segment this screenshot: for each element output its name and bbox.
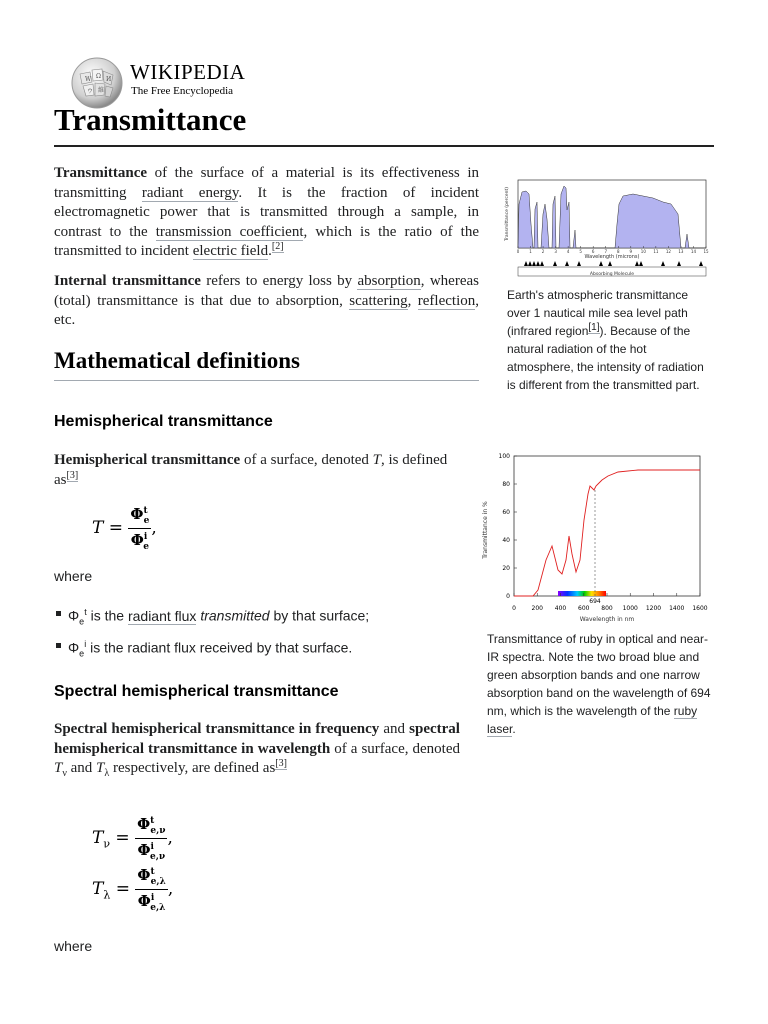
tick-label: 0	[506, 593, 510, 600]
hemispherical-definitions-list	[54, 601, 474, 666]
hemispherical-paragraph	[54, 451, 474, 490]
tick-label: 6	[591, 249, 595, 254]
reference-link[interactable]: [3]	[66, 469, 79, 481]
link-electric-field[interactable]: electric field	[192, 243, 269, 259]
text: , whereas (total) transmittance is that due to absorption,	[54, 273, 479, 309]
reference-link[interactable]: [3]	[275, 758, 287, 769]
link-transmission-coefficient[interactable]: transmission coefficient	[155, 223, 304, 240]
equation-hemispherical: T = $\frac{\Phi^t_e}{\Phi^i_e}$ ,	[92, 505, 157, 552]
phi: Φ	[130, 531, 144, 549]
text: ). Because of the natural radiation of the hot atmosphere, the intensity of radiation is different from the transmitted part.	[507, 324, 704, 392]
ruby-transmittance-figure[interactable]	[478, 450, 714, 626]
fraction	[135, 866, 167, 913]
phi: Φ	[68, 640, 80, 657]
tick-label: 0	[516, 249, 520, 254]
term-spectral-frequency: Spectral hemispherical transmittance in frequency	[54, 721, 380, 737]
svg-text:И: И	[106, 76, 112, 83]
symbol-T: T	[96, 760, 105, 776]
term-spectral-wavelength: spectral hemispherical transmittance in wavelength	[54, 721, 460, 757]
eq-lhs: T	[92, 879, 104, 899]
sub: e	[79, 648, 85, 659]
svg-text:ウ: ウ	[87, 88, 94, 95]
text: and	[66, 760, 97, 776]
tick-label: 100	[498, 453, 510, 460]
spectral-paragraph	[54, 720, 460, 784]
sup: i	[143, 532, 148, 542]
internal-transmittance-paragraph	[54, 272, 479, 331]
tick-label: 3	[554, 249, 557, 254]
section-divider	[54, 380, 479, 381]
sub: λ	[104, 768, 110, 779]
figure1-xlabel: Wavelength (microns)	[584, 254, 640, 260]
phi: Φ	[137, 892, 151, 910]
tick-label: 1000	[622, 605, 638, 612]
phi: Φ	[130, 505, 144, 523]
tick-label: 9	[629, 249, 633, 254]
sub: e,ν	[149, 852, 166, 862]
eq-comma: ,	[151, 518, 157, 538]
intro-paragraph	[54, 164, 479, 262]
phi: Φ	[137, 815, 151, 833]
title-divider	[54, 145, 714, 147]
text: refers to energy loss by	[200, 273, 358, 289]
tick-label: 60	[502, 509, 510, 516]
figure1-molecule-label: Absorbing Molecule	[589, 272, 635, 277]
list-item	[54, 633, 474, 665]
tick-label: 10	[640, 249, 646, 254]
link-radiant-energy[interactable]: radiant energy	[141, 184, 239, 201]
tick-label: 1200	[645, 605, 662, 612]
text: Earth's atmospheric transmittance over 1 nautical mile sea level path (infrared region	[507, 288, 689, 338]
tick-label: 8	[616, 249, 620, 254]
svg-text:維: 維	[98, 87, 105, 94]
link-radiant-flux[interactable]: radiant flux	[127, 607, 197, 624]
link-reflection[interactable]: reflection	[417, 292, 476, 309]
eq-comma: ,	[167, 879, 174, 899]
section-heading-mathematical-definitions: Mathematical definitions	[54, 348, 300, 373]
sup: i	[84, 639, 87, 650]
text: respectively, are defined as	[109, 760, 276, 776]
text: of the surface of a material is its effectiveness in transmitting	[54, 165, 479, 201]
sup: t	[150, 816, 155, 826]
figure1-ylabel: Transmittance (percent)	[505, 186, 510, 242]
text: , which is the ratio of the transmitted to incident	[54, 223, 479, 259]
tick-label: 5	[579, 249, 582, 254]
sub: λ	[103, 888, 111, 902]
term-hemispherical-transmittance: Hemispherical transmittance	[54, 452, 241, 468]
sup: t	[84, 607, 87, 617]
tick-label: 13	[678, 249, 684, 254]
wikipedia-wordmark[interactable]: WIKIPEDIA	[130, 60, 246, 84]
sub: e	[79, 616, 85, 627]
symbol-T: T	[54, 760, 63, 776]
tick-label: 1	[529, 249, 532, 254]
phi: Φ	[137, 866, 151, 884]
text: is the	[86, 607, 128, 624]
text: , etc.	[54, 292, 479, 328]
tick-label: 20	[502, 565, 510, 572]
phi: Φ	[68, 607, 80, 624]
sup: t	[143, 506, 148, 516]
text: .	[268, 243, 272, 259]
svg-text:Ω: Ω	[96, 73, 101, 80]
sup: t	[150, 867, 155, 877]
figure2-xlabel: Wavelength in nm	[579, 616, 635, 623]
where-label: where	[54, 568, 93, 584]
figure2-ylabel: Transmittance in %	[482, 501, 489, 559]
text: of a surface, denoted	[330, 740, 461, 757]
visible-spectrum-bar	[558, 591, 606, 596]
tick-label: 7	[604, 249, 608, 254]
sub: e	[143, 542, 150, 552]
fraction	[128, 505, 151, 552]
tick-label: 1400	[669, 605, 685, 612]
sub: ν	[103, 837, 111, 851]
sub: e,ν	[150, 826, 166, 836]
tick-label: 4	[566, 249, 570, 254]
equation-spectral-wavelength: $T_\lambda$ = $\frac{\Phi^t_{e,\lambda}}{\Phi^i_{e,\lambda}}$ ,	[92, 866, 174, 913]
text: , is defined as	[54, 452, 448, 488]
marker-label-694: 694	[589, 598, 601, 605]
sup: i	[150, 842, 154, 852]
term-transmittance: Transmittance	[54, 165, 148, 181]
figure2-caption	[487, 630, 712, 738]
text: by that surface;	[269, 607, 370, 624]
sub: e,λ	[150, 903, 166, 913]
subsection-heading-hemispherical: Hemispherical transmittance	[54, 413, 273, 430]
link-scattering[interactable]: scattering	[349, 292, 408, 309]
term-internal-transmittance: Internal transmittance	[54, 273, 201, 289]
list-item	[54, 601, 474, 633]
tick-label: 80	[502, 481, 510, 488]
wikipedia-tagline: The Free Encyclopedia	[131, 85, 234, 97]
text-emphasis: transmitted	[200, 607, 270, 624]
tick-label: 15	[703, 249, 709, 254]
tick-label: 800	[601, 605, 613, 612]
text: ,	[407, 292, 418, 309]
text: is the radiant flux received by that surface.	[86, 640, 353, 657]
sub: e,λ	[150, 877, 166, 887]
eq-lhs: T	[92, 518, 104, 538]
tick-label: 40	[502, 537, 510, 544]
sub: ν	[62, 768, 67, 779]
link-ruby-laser[interactable]: ruby laser	[487, 704, 698, 736]
sup: i	[150, 893, 155, 903]
subsection-heading-spectral: Spectral hemispherical transmittance	[54, 683, 339, 700]
text: . It is the fraction of incident electromagnetic power that is transmitted through a sample, in contrast to the	[54, 184, 480, 240]
tick-label: 2	[541, 249, 545, 254]
link-absorption[interactable]: absorption	[357, 273, 421, 289]
text: Transmittance of ruby in optical and near-IR spectra. Note the two broad blue and green absorption bands and one narrow absorption band on the wavelength of 694 nm, which is the wavelength of the	[487, 632, 711, 718]
phi: Φ	[137, 841, 151, 859]
tick-label: 200	[531, 605, 543, 612]
sub: e	[143, 516, 150, 526]
page-title: Transmittance	[54, 102, 247, 137]
atmospheric-transmittance-figure[interactable]	[503, 174, 713, 280]
tick-label: 1600	[692, 605, 708, 612]
text: of a surface, denoted	[240, 452, 373, 468]
tick-label: 400	[554, 605, 567, 612]
reference-link[interactable]: [2]	[271, 241, 284, 252]
tick-label: 12	[665, 249, 671, 254]
eq-lhs: T	[92, 828, 104, 848]
tick-label: 0	[512, 605, 516, 612]
fraction	[135, 815, 167, 862]
eq-comma: ,	[167, 828, 173, 848]
tick-label: 14	[690, 249, 697, 254]
equation-spectral-frequency: $T_\nu$ = $\frac{\Phi^t_{e,\nu}}{\Phi^i_{e,\nu}}$ ,	[92, 815, 173, 862]
symbol-T: T	[372, 452, 381, 468]
figure1-caption	[507, 286, 712, 394]
svg-text:W: W	[85, 76, 92, 83]
reference-link[interactable]: [1]	[588, 322, 600, 333]
text: .	[512, 722, 516, 736]
tick-label: 11	[653, 249, 659, 254]
tick-label: 600	[578, 605, 590, 612]
where-label: where	[54, 938, 93, 954]
text: and	[379, 721, 410, 737]
